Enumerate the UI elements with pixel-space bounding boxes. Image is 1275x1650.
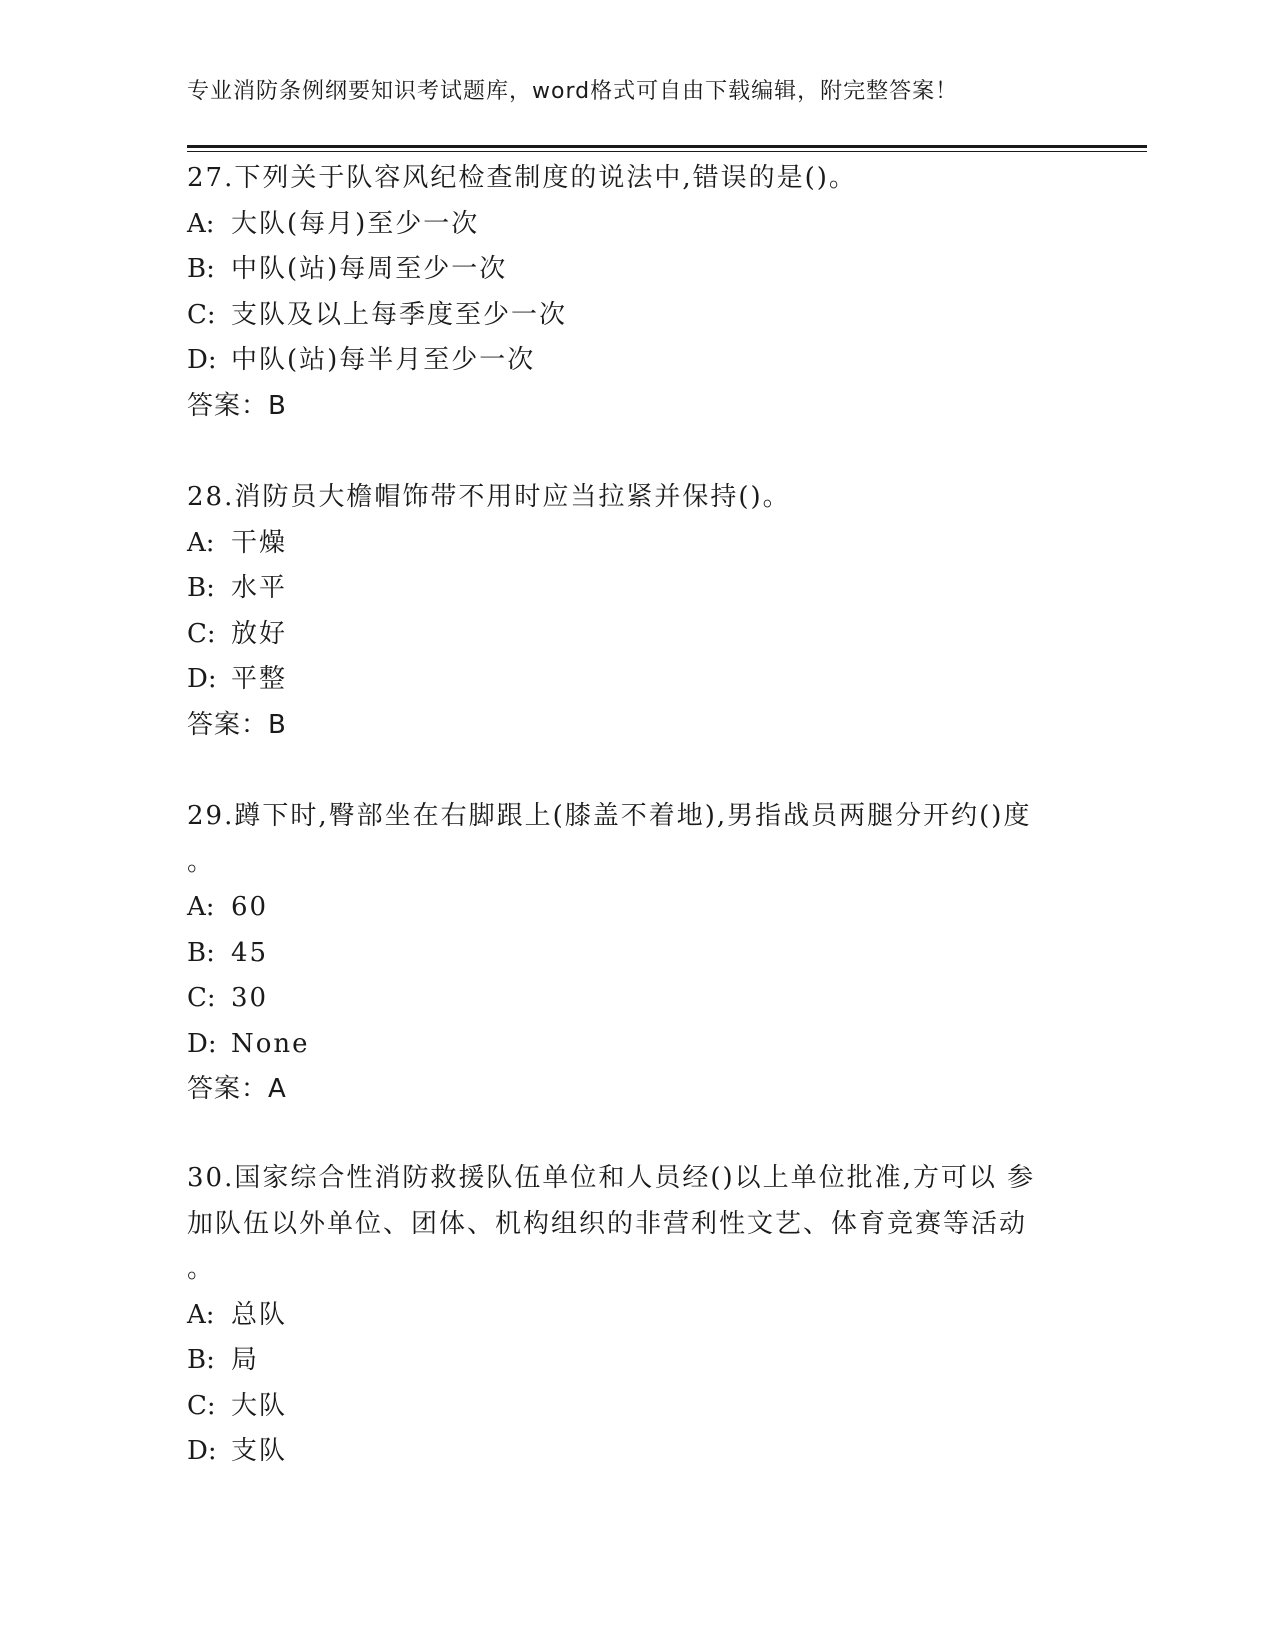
option-text: 30 — [231, 983, 269, 1013]
option-text: 总队 — [231, 1299, 288, 1330]
option-key: B: — [187, 254, 215, 284]
question-stem-continued: 。 — [187, 1254, 216, 1284]
question-stem: 27.下列关于队容风纪检查制度的说法中,错误的是()。 — [187, 163, 857, 193]
question-29 — [187, 794, 1087, 1113]
option-text: None — [231, 1028, 310, 1059]
option-a — [187, 521, 1087, 567]
option-text: 放好 — [231, 618, 288, 649]
question-27 — [187, 156, 1087, 429]
option-key: D: — [187, 664, 217, 694]
option-key: B: — [187, 573, 215, 603]
option-key: D: — [187, 1436, 217, 1466]
option-text: 干燥 — [231, 527, 288, 558]
option-text: 45 — [231, 937, 269, 968]
option-text: 中队(站)每半月至少一次 — [231, 345, 536, 375]
question-stem: 29.蹲下时,臀部坐在右脚跟上(膝盖不着地),男指战员两腿分开约()度 — [187, 801, 1032, 831]
option-d — [187, 1022, 1087, 1068]
option-b — [187, 566, 1087, 612]
option-key: D: — [187, 345, 217, 375]
option-key: D: — [187, 1028, 217, 1059]
option-text: 大队 — [231, 1390, 288, 1421]
option-key: B: — [187, 1345, 215, 1375]
option-text: 支队 — [231, 1436, 288, 1466]
option-b — [187, 247, 1087, 293]
question-stem-continued: 。 — [187, 846, 216, 877]
option-key: C: — [187, 618, 216, 649]
option-b — [187, 931, 1087, 977]
header-rule-thick — [187, 145, 1147, 148]
question-28 — [187, 475, 1087, 748]
answer: 答案：A — [187, 1074, 287, 1104]
option-key: B: — [187, 937, 215, 968]
header-rule-thin — [187, 151, 1147, 152]
option-b — [187, 1338, 1087, 1384]
question-stem: 30.国家综合性消防救援队伍单位和人员经()以上单位批准,方可以 参 — [187, 1163, 1036, 1193]
option-a — [187, 1293, 1087, 1339]
option-a — [187, 202, 1087, 248]
option-d — [187, 1429, 1087, 1475]
option-c — [187, 976, 1087, 1022]
option-text: 支队及以上每季度至少一次 — [231, 299, 568, 330]
answer: 答案：B — [187, 390, 287, 421]
option-c — [187, 293, 1087, 339]
option-a — [187, 885, 1087, 931]
answer: 答案：B — [187, 709, 287, 740]
option-key: C: — [187, 299, 216, 330]
option-key: A: — [187, 208, 215, 239]
option-key: A: — [187, 527, 215, 558]
option-text: 局 — [231, 1345, 260, 1375]
document-header: 专业消防条例纲要知识考试题库，word格式可自由下载编辑，附完整答案！ — [187, 79, 959, 104]
question-30 — [187, 1156, 1087, 1475]
option-key: A: — [187, 1299, 215, 1330]
option-c — [187, 612, 1087, 658]
option-key: A: — [187, 892, 215, 922]
option-text: 大队(每月)至少一次 — [231, 208, 480, 239]
question-stem-continued: 加队伍以外单位、团体、机构组织的非营利性文艺、体育竞赛等活动 — [187, 1208, 1028, 1239]
question-stem: 28.消防员大檐帽饰带不用时应当拉紧并保持()。 — [187, 482, 791, 512]
option-d — [187, 338, 1087, 384]
option-text: 中队(站)每周至少一次 — [231, 254, 508, 284]
option-text: 水平 — [231, 573, 288, 603]
option-text: 平整 — [231, 664, 288, 694]
option-key: C: — [187, 1390, 216, 1421]
option-c — [187, 1384, 1087, 1430]
option-key: C: — [187, 983, 216, 1013]
option-text: 60 — [231, 892, 269, 922]
option-d — [187, 657, 1087, 703]
